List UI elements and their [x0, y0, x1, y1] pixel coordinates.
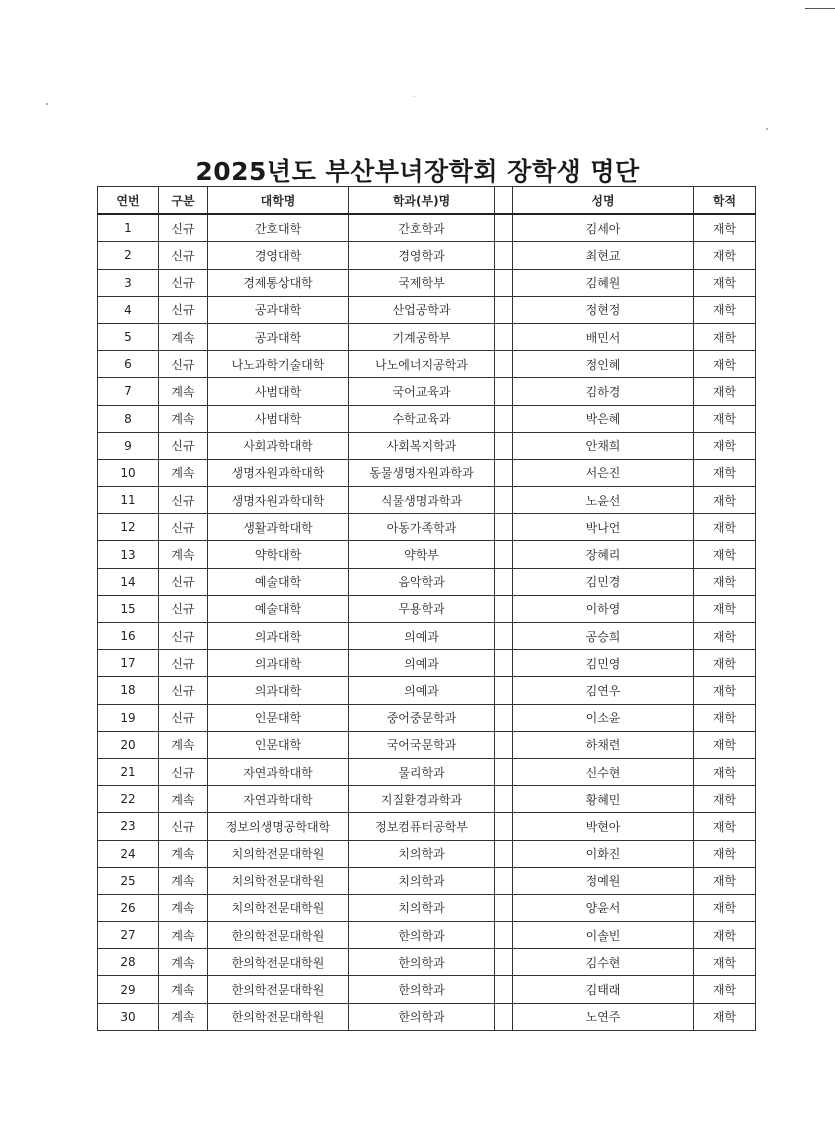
- row-name: 안채희: [513, 432, 694, 459]
- row-name: 하채련: [513, 731, 694, 758]
- table-row: [98, 731, 756, 758]
- row-college: 한의학전문대학원: [208, 976, 349, 1003]
- row-type: 신규: [159, 704, 208, 731]
- row-status: 재학: [694, 623, 756, 650]
- row-status: 재학: [694, 704, 756, 731]
- document-title: 2025년도 부산부녀장학회 장학생 명단: [195, 157, 640, 186]
- table-row: [98, 595, 756, 622]
- row-college: 자연과학대학: [208, 786, 349, 813]
- row-name: 최현교: [513, 242, 694, 269]
- row-status: 재학: [694, 1003, 756, 1030]
- row-number: 9: [98, 432, 159, 459]
- row-number: 6: [98, 351, 159, 378]
- row-department: 치의학과: [349, 894, 495, 921]
- row-spacer: [495, 242, 513, 269]
- row-type: 계속: [159, 459, 208, 486]
- header-no: 연번: [98, 187, 159, 215]
- row-status: 재학: [694, 296, 756, 323]
- row-name: 정예원: [513, 867, 694, 894]
- row-name: 김민경: [513, 568, 694, 595]
- row-spacer: [495, 623, 513, 650]
- row-type: 신규: [159, 487, 208, 514]
- row-name: 양윤서: [513, 894, 694, 921]
- row-type: 계속: [159, 840, 208, 867]
- row-college: 나노과학기술대학: [208, 351, 349, 378]
- row-spacer: [495, 677, 513, 704]
- row-type: 계속: [159, 976, 208, 1003]
- row-spacer: [495, 922, 513, 949]
- row-department: 지질환경과학과: [349, 786, 495, 813]
- row-number: 5: [98, 323, 159, 350]
- row-status: 재학: [694, 922, 756, 949]
- row-number: 30: [98, 1003, 159, 1030]
- row-department: 중어중문학과: [349, 704, 495, 731]
- row-number: 25: [98, 867, 159, 894]
- row-college: 생활과학대학: [208, 514, 349, 541]
- row-status: 재학: [694, 677, 756, 704]
- row-number: 10: [98, 459, 159, 486]
- table-row: [98, 214, 756, 242]
- row-number: 11: [98, 487, 159, 514]
- table-row: [98, 922, 756, 949]
- row-college: 정보의생명공학대학: [208, 813, 349, 840]
- row-spacer: [495, 378, 513, 405]
- table-row: [98, 487, 756, 514]
- row-department: 의예과: [349, 650, 495, 677]
- row-department: 아동가족학과: [349, 514, 495, 541]
- row-spacer: [495, 949, 513, 976]
- row-spacer: [495, 351, 513, 378]
- row-college: 생명자원과학대학: [208, 487, 349, 514]
- row-number: 24: [98, 840, 159, 867]
- row-name: 이솔빈: [513, 922, 694, 949]
- row-status: 재학: [694, 541, 756, 568]
- row-name: 김하경: [513, 378, 694, 405]
- header-status: 학적: [694, 187, 756, 215]
- row-status: 재학: [694, 949, 756, 976]
- row-spacer: [495, 541, 513, 568]
- row-type: 계속: [159, 949, 208, 976]
- row-department: 수학교육과: [349, 405, 495, 432]
- scan-edge-mark: [805, 8, 835, 9]
- row-college: 사범대학: [208, 405, 349, 432]
- row-status: 재학: [694, 351, 756, 378]
- table-row: [98, 242, 756, 269]
- row-name: 박현아: [513, 813, 694, 840]
- row-spacer: [495, 840, 513, 867]
- row-college: 약학대학: [208, 541, 349, 568]
- row-department: 식물생명과학과: [349, 487, 495, 514]
- row-number: 29: [98, 976, 159, 1003]
- row-status: 재학: [694, 323, 756, 350]
- row-type: 신규: [159, 214, 208, 242]
- table-row: [98, 786, 756, 813]
- row-spacer: [495, 758, 513, 785]
- row-department: 국어교육과: [349, 378, 495, 405]
- row-number: 8: [98, 405, 159, 432]
- scan-speck: [46, 103, 48, 105]
- row-college: 생명자원과학대학: [208, 459, 349, 486]
- row-department: 의예과: [349, 677, 495, 704]
- row-name: 노연주: [513, 1003, 694, 1030]
- row-type: 신규: [159, 650, 208, 677]
- row-college: 인문대학: [208, 704, 349, 731]
- row-spacer: [495, 976, 513, 1003]
- row-number: 21: [98, 758, 159, 785]
- row-spacer: [495, 731, 513, 758]
- row-type: 계속: [159, 731, 208, 758]
- row-number: 14: [98, 568, 159, 595]
- row-name: 박나언: [513, 514, 694, 541]
- row-spacer: [495, 704, 513, 731]
- row-department: 동물생명자원과학과: [349, 459, 495, 486]
- row-type: 계속: [159, 786, 208, 813]
- row-number: 4: [98, 296, 159, 323]
- row-type: 신규: [159, 758, 208, 785]
- header-type: 구분: [159, 187, 208, 215]
- row-status: 재학: [694, 813, 756, 840]
- table-row: [98, 650, 756, 677]
- row-college: 경제통상대학: [208, 269, 349, 296]
- row-type: 계속: [159, 378, 208, 405]
- row-name: 김태래: [513, 976, 694, 1003]
- row-type: 신규: [159, 296, 208, 323]
- row-status: 재학: [694, 786, 756, 813]
- row-name: 정현정: [513, 296, 694, 323]
- row-status: 재학: [694, 976, 756, 1003]
- row-status: 재학: [694, 242, 756, 269]
- row-name: 김수현: [513, 949, 694, 976]
- row-spacer: [495, 568, 513, 595]
- row-name: 이하영: [513, 595, 694, 622]
- table-row: [98, 514, 756, 541]
- row-number: 15: [98, 595, 159, 622]
- row-number: 23: [98, 813, 159, 840]
- row-number: 16: [98, 623, 159, 650]
- row-name: 황혜민: [513, 786, 694, 813]
- table-row: [98, 269, 756, 296]
- row-type: 신규: [159, 351, 208, 378]
- row-number: 27: [98, 922, 159, 949]
- header-name: 성명: [513, 187, 694, 215]
- row-name: 배민서: [513, 323, 694, 350]
- header-spacer: [495, 187, 513, 215]
- row-department: 사회복지학과: [349, 432, 495, 459]
- table-row: [98, 623, 756, 650]
- row-college: 의과대학: [208, 623, 349, 650]
- row-spacer: [495, 894, 513, 921]
- row-name: 서은진: [513, 459, 694, 486]
- row-number: 20: [98, 731, 159, 758]
- row-department: 치의학과: [349, 840, 495, 867]
- row-college: 경영대학: [208, 242, 349, 269]
- row-college: 사범대학: [208, 378, 349, 405]
- table-row: [98, 1003, 756, 1030]
- row-number: 7: [98, 378, 159, 405]
- row-number: 17: [98, 650, 159, 677]
- row-name: 노윤선: [513, 487, 694, 514]
- row-spacer: [495, 323, 513, 350]
- row-name: 정인혜: [513, 351, 694, 378]
- row-type: 계속: [159, 405, 208, 432]
- row-department: 정보컴퓨터공학부: [349, 813, 495, 840]
- row-college: 치의학전문대학원: [208, 867, 349, 894]
- table-row: [98, 894, 756, 921]
- row-name: 이화진: [513, 840, 694, 867]
- row-department: 국어국문학과: [349, 731, 495, 758]
- row-college: 한의학전문대학원: [208, 949, 349, 976]
- row-college: 한의학전문대학원: [208, 922, 349, 949]
- row-status: 재학: [694, 432, 756, 459]
- row-spacer: [495, 405, 513, 432]
- row-status: 재학: [694, 378, 756, 405]
- table-row: [98, 840, 756, 867]
- row-name: 김세아: [513, 214, 694, 242]
- row-college: 간호대학: [208, 214, 349, 242]
- row-number: 26: [98, 894, 159, 921]
- row-number: 12: [98, 514, 159, 541]
- row-department: 의예과: [349, 623, 495, 650]
- row-college: 의과대학: [208, 677, 349, 704]
- row-number: 28: [98, 949, 159, 976]
- row-type: 계속: [159, 894, 208, 921]
- scholarship-roster-table: [97, 186, 756, 1031]
- table-row: [98, 949, 756, 976]
- row-status: 재학: [694, 731, 756, 758]
- header-row: [98, 187, 756, 215]
- row-status: 재학: [694, 568, 756, 595]
- table-row: [98, 677, 756, 704]
- row-spacer: [495, 786, 513, 813]
- row-number: 22: [98, 786, 159, 813]
- row-type: 신규: [159, 595, 208, 622]
- row-department: 물리학과: [349, 758, 495, 785]
- table-row: [98, 704, 756, 731]
- row-spacer: [495, 867, 513, 894]
- row-department: 간호학과: [349, 214, 495, 242]
- table-row: [98, 405, 756, 432]
- row-number: 13: [98, 541, 159, 568]
- row-type: 신규: [159, 432, 208, 459]
- row-status: 재학: [694, 459, 756, 486]
- row-type: 신규: [159, 514, 208, 541]
- row-status: 재학: [694, 595, 756, 622]
- row-name: 공승희: [513, 623, 694, 650]
- row-department: 음악학과: [349, 568, 495, 595]
- scan-speck: [414, 96, 415, 97]
- row-spacer: [495, 650, 513, 677]
- row-college: 치의학전문대학원: [208, 840, 349, 867]
- row-department: 치의학과: [349, 867, 495, 894]
- header-college: 대학명: [208, 187, 349, 215]
- row-name: 박은혜: [513, 405, 694, 432]
- row-status: 재학: [694, 867, 756, 894]
- row-type: 계속: [159, 867, 208, 894]
- table-row: [98, 541, 756, 568]
- row-type: 계속: [159, 922, 208, 949]
- row-type: 신규: [159, 813, 208, 840]
- row-status: 재학: [694, 405, 756, 432]
- row-name: 이소윤: [513, 704, 694, 731]
- row-department: 산업공학과: [349, 296, 495, 323]
- table-body: [98, 214, 756, 1030]
- row-spacer: [495, 296, 513, 323]
- row-department: 나노에너지공학과: [349, 351, 495, 378]
- row-number: 19: [98, 704, 159, 731]
- row-college: 인문대학: [208, 731, 349, 758]
- row-department: 국제학부: [349, 269, 495, 296]
- row-status: 재학: [694, 650, 756, 677]
- table-row: [98, 432, 756, 459]
- table-row: [98, 813, 756, 840]
- row-status: 재학: [694, 214, 756, 242]
- table-row: [98, 323, 756, 350]
- row-college: 의과대학: [208, 650, 349, 677]
- row-spacer: [495, 214, 513, 242]
- row-type: 계속: [159, 1003, 208, 1030]
- table-row: [98, 378, 756, 405]
- row-department: 한의학과: [349, 922, 495, 949]
- table-row: [98, 459, 756, 486]
- table-row: [98, 867, 756, 894]
- row-department: 무용학과: [349, 595, 495, 622]
- header-department: 학과(부)명: [349, 187, 495, 215]
- table-row: [98, 296, 756, 323]
- row-status: 재학: [694, 840, 756, 867]
- row-college: 한의학전문대학원: [208, 1003, 349, 1030]
- row-name: 신수현: [513, 758, 694, 785]
- table-row: [98, 976, 756, 1003]
- row-college: 공과대학: [208, 323, 349, 350]
- row-number: 3: [98, 269, 159, 296]
- row-spacer: [495, 813, 513, 840]
- row-name: 김연우: [513, 677, 694, 704]
- row-department: 한의학과: [349, 976, 495, 1003]
- row-status: 재학: [694, 894, 756, 921]
- row-spacer: [495, 459, 513, 486]
- row-spacer: [495, 514, 513, 541]
- row-status: 재학: [694, 514, 756, 541]
- row-department: 한의학과: [349, 949, 495, 976]
- row-department: 기계공학부: [349, 323, 495, 350]
- row-college: 사회과학대학: [208, 432, 349, 459]
- row-type: 신규: [159, 568, 208, 595]
- row-type: 신규: [159, 677, 208, 704]
- table-header: [98, 187, 756, 215]
- row-name: 장혜리: [513, 541, 694, 568]
- row-department: 한의학과: [349, 1003, 495, 1030]
- row-spacer: [495, 487, 513, 514]
- row-number: 18: [98, 677, 159, 704]
- row-name: 김혜원: [513, 269, 694, 296]
- table-row: [98, 758, 756, 785]
- row-college: 자연과학대학: [208, 758, 349, 785]
- row-status: 재학: [694, 269, 756, 296]
- row-status: 재학: [694, 487, 756, 514]
- scan-speck: [766, 128, 768, 130]
- row-type: 신규: [159, 623, 208, 650]
- row-name: 김민영: [513, 650, 694, 677]
- row-spacer: [495, 1003, 513, 1030]
- row-spacer: [495, 595, 513, 622]
- row-college: 공과대학: [208, 296, 349, 323]
- row-college: 치의학전문대학원: [208, 894, 349, 921]
- row-type: 신규: [159, 242, 208, 269]
- row-spacer: [495, 269, 513, 296]
- row-type: 계속: [159, 323, 208, 350]
- row-spacer: [495, 432, 513, 459]
- row-college: 예술대학: [208, 595, 349, 622]
- row-type: 신규: [159, 269, 208, 296]
- row-department: 약학부: [349, 541, 495, 568]
- row-number: 1: [98, 214, 159, 242]
- row-status: 재학: [694, 758, 756, 785]
- table-row: [98, 351, 756, 378]
- row-college: 예술대학: [208, 568, 349, 595]
- row-type: 계속: [159, 541, 208, 568]
- row-number: 2: [98, 242, 159, 269]
- table-row: [98, 568, 756, 595]
- row-department: 경영학과: [349, 242, 495, 269]
